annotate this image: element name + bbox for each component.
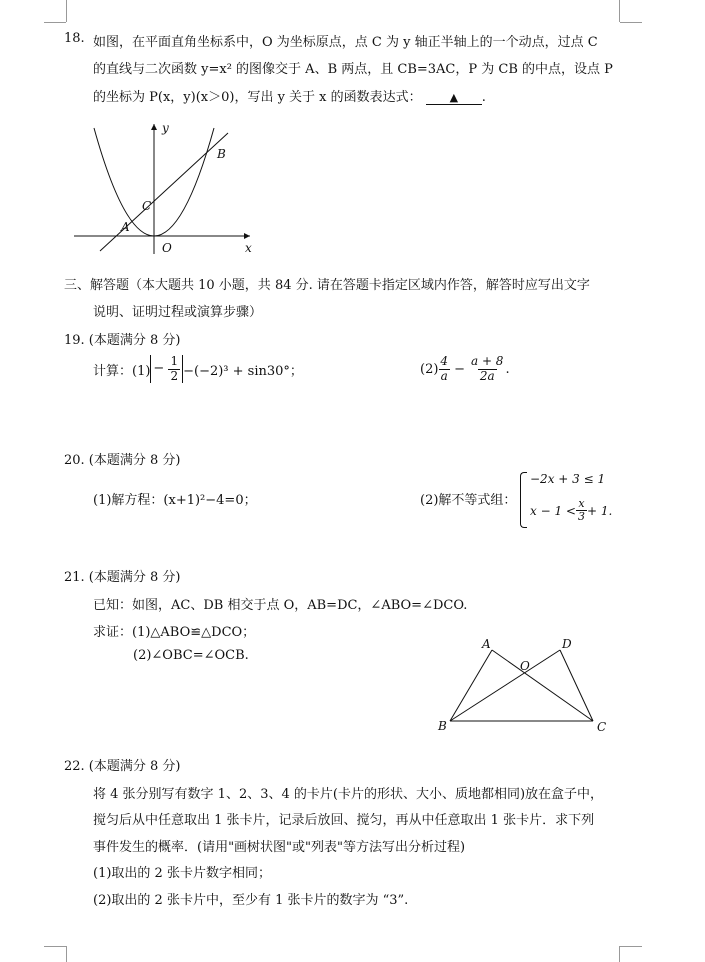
- q19-frac-num2: a + 8: [470, 354, 504, 369]
- q21-triangle-figure: [430, 632, 620, 738]
- q21-segment-ab: [450, 650, 492, 721]
- q20-header: 20. (本题满分 8 分): [64, 453, 181, 468]
- q20-ineq1: −2x + 3 ≤ 1: [530, 472, 606, 486]
- q20-ineq2: [530, 498, 612, 523]
- q20-end: .: [608, 503, 613, 518]
- q18-line3-text: 的坐标为 P(x，y)(x＞0)，写出 y 关于 x 的函数表达式：: [93, 90, 422, 105]
- q20-brace: [520, 472, 527, 528]
- q18-end: .: [481, 90, 486, 105]
- crop-mark-top-left-h: [44, 22, 66, 23]
- q21-prove2: (2)∠OBC=∠OCB.: [133, 648, 249, 663]
- q22-header: 22. (本题满分 8 分): [64, 759, 181, 774]
- q21-given: 已知：如图，AC、DB 相交于点 O，AB=DC，∠ABO=∠DCO.: [93, 598, 468, 613]
- q21-label-o: O: [520, 659, 530, 673]
- q20-part2-label: (2)解不等式组：: [420, 493, 517, 508]
- q22-line3: 事件发生的概率．(请用"画树状图"或"列表"等方法写出分析过程): [93, 840, 466, 855]
- section3-line2: 说明、证明过程或演算步骤）: [93, 305, 263, 320]
- crop-mark-bottom-left-h: [44, 946, 66, 947]
- q19-calc-label: 计算：(1): [93, 363, 151, 379]
- q18-number: 18.: [64, 31, 85, 46]
- q19-abs-value: [150, 355, 183, 382]
- q21-label-b: B: [438, 719, 447, 733]
- q22-line2: 搅匀后从中任意取出 1 张卡片，记录后放回、搅匀，再从中任意取出 1 张卡片．求下列: [93, 813, 595, 828]
- q19-frac-4-over-a: [438, 355, 450, 382]
- q20-part1: (1)解方程：(x+1)²−4=0；: [93, 493, 257, 508]
- q18-answer-blank: ▲: [426, 91, 482, 105]
- q18-label-x: x: [245, 241, 252, 255]
- q20-ineq2-left: x − 1 <: [530, 503, 576, 518]
- q19-frac-a8-over-2a: [469, 355, 505, 382]
- q19-frac-den1: a: [440, 368, 448, 383]
- crop-mark-top-right-h: [620, 22, 642, 23]
- crop-mark-bottom-right-h: [620, 946, 642, 947]
- q19-frac-half: [168, 355, 180, 382]
- q19-frac-num1: 4: [440, 354, 449, 369]
- q19-minus: −: [153, 361, 165, 377]
- q18-line3: [93, 86, 486, 105]
- q18-line2: 的直线与二次函数 y=x² 的图像交于 A、B 两点，且 CB=3AC，P 为 CB 的中点，设点 P: [93, 62, 613, 77]
- q21-label-d: D: [562, 637, 572, 651]
- q21-segment-db: [450, 650, 560, 721]
- q18-label-a: A: [121, 220, 130, 234]
- q21-prove1: 求证：(1)△ABO≌△DCO；: [93, 625, 256, 640]
- q21-label-c: C: [597, 720, 607, 734]
- q20-ineq2-right: + 1: [586, 503, 609, 518]
- q20-ineq2-den: 3: [577, 510, 585, 524]
- q19-part1: [93, 352, 303, 386]
- q21-label-a: A: [482, 637, 491, 651]
- q20-ineq2-num: x: [578, 497, 585, 510]
- crop-mark-top-right-v: [619, 0, 620, 22]
- q22-item2: (2)取出的 2 张卡片中，至少有 1 张卡片的数字为 “3”.: [93, 893, 409, 908]
- q19-part2-label: (2): [420, 361, 439, 377]
- q18-label-b: B: [217, 147, 226, 161]
- q19-frac-half-num: 1: [170, 354, 179, 369]
- q21-header: 21. (本题满分 8 分): [64, 570, 181, 585]
- q18-line1: 如图，在平面直角坐标系中，O 为坐标原点，点 C 为 y 轴正半轴上的一个动点，过点 C: [93, 35, 598, 50]
- q19-part2-end: .: [505, 361, 510, 377]
- q19-part1-rest: −(−2)³ + sin30°；: [183, 363, 303, 379]
- q21-segment-ac: [492, 650, 593, 721]
- q22-line1: 将 4 张分别写有数字 1、2、3、4 的卡片(卡片的形状、大小、质地都相同)放在盒子中，: [93, 787, 604, 802]
- crop-mark-top-left-v: [66, 0, 67, 22]
- crop-mark-bottom-right-v: [619, 946, 620, 962]
- q22-item1: (1)取出的 2 张卡片数字相同；: [93, 866, 271, 881]
- q18-label-o: O: [162, 241, 172, 255]
- q18-label-c: C: [142, 199, 152, 213]
- crop-mark-bottom-left-v: [66, 946, 67, 962]
- section3-line1: 三、解答题（本大题共 10 小题，共 84 分. 请在答题卡指定区域内作答，解答时应写出文字: [64, 278, 590, 293]
- q19-frac-den2: 2a: [479, 368, 495, 383]
- q18-label-y: y: [162, 121, 169, 135]
- q19-part2-minus: −: [454, 361, 465, 377]
- q21-segment-dc: [560, 650, 593, 721]
- q19-header: 19. (本题满分 8 分): [64, 333, 181, 348]
- q18-parabola-graph: [72, 118, 262, 258]
- q20-ineq2-frac: [576, 498, 587, 523]
- q19-frac-half-den: 2: [170, 368, 179, 383]
- q19-part2: [420, 352, 510, 386]
